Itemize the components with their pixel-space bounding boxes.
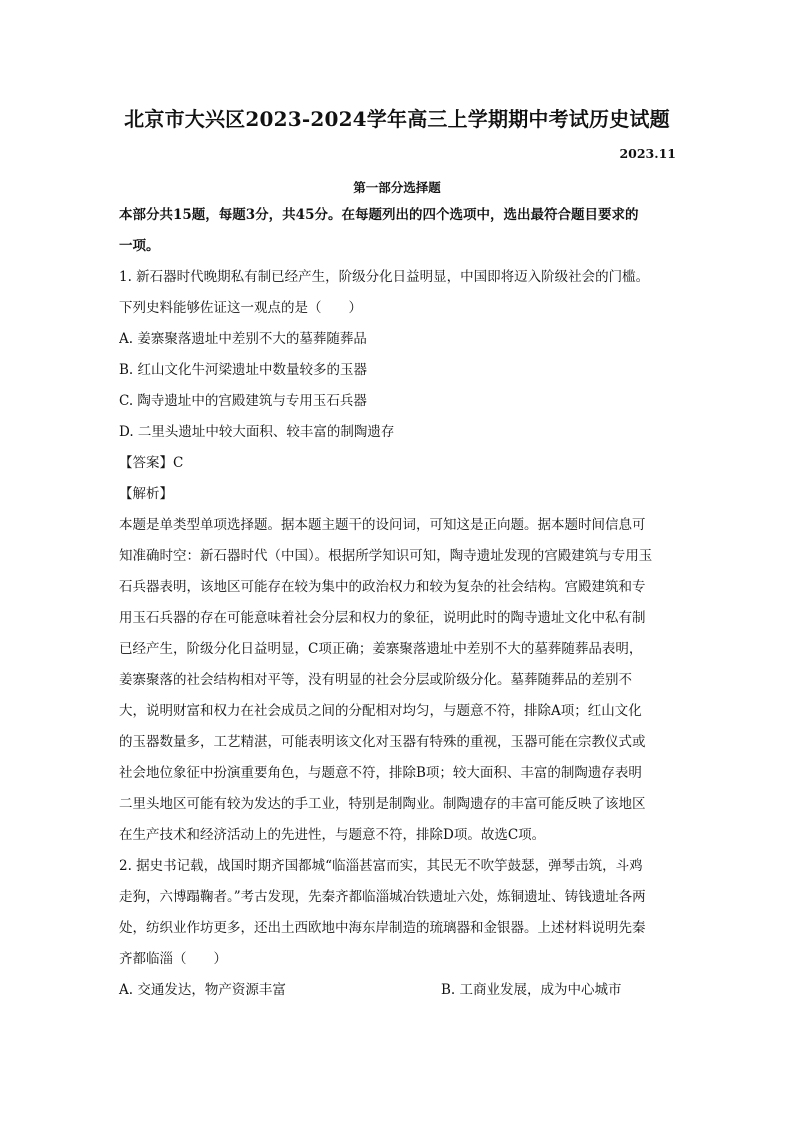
analysis-line: 知准确时空：新石器时代（中国）。根据所学知识可知，陶寺遗址发现的宫殿建筑与专用玉 bbox=[119, 548, 653, 564]
question-1-option-c: C. 陶寺遗址中的宫殿建筑与专用玉石兵器 bbox=[119, 393, 367, 409]
question-1-option-b: B. 红山文化牛河梁遗址中数量较多的玉器 bbox=[119, 362, 368, 378]
instructions-line: 一项。 bbox=[119, 238, 160, 254]
document-date: 2023.11 bbox=[619, 146, 676, 161]
analysis-line: 的玉器数量多，工艺精湛，可能表明该文化对玉器有特殊的重视，玉器可能在宗教仪式或 bbox=[119, 734, 646, 750]
analysis-line: 姜寨聚落的社会结构相对平等，没有明显的社会分层或阶级分化。墓葬随葬品的差别不 bbox=[119, 672, 632, 688]
question-1-option-d: D. 二里头遗址中较大面积、较丰富的制陶遗存 bbox=[119, 424, 395, 440]
section-title: 第一部分选择题 bbox=[353, 180, 441, 195]
analysis-line: 在生产技术和经济活动上的先进性，与题意不符，排除D项。故选C项。 bbox=[119, 827, 546, 843]
document-title: 北京市大兴区2023-2024学年高三上学期期中考试历史试题 bbox=[124, 107, 670, 131]
question-1-answer: 【答案】C bbox=[119, 455, 184, 471]
analysis-line: 大，说明财富和权力在社会成员之间的分配相对均匀，与题意不符，排除A项；红山文化 bbox=[119, 703, 642, 719]
document-body bbox=[119, 200, 677, 1006]
question-1-stem: 下列史料能够佐证这一观点的是（ ） bbox=[119, 300, 362, 316]
question-1-analysis-label: 【解析】 bbox=[119, 486, 173, 502]
instructions-line: 本部分共15题，每题3分，共45分。在每题列出的四个选项中，选出最符合题目要求的 bbox=[119, 207, 639, 223]
question-2-stem: 2. 据史书记载，战国时期齐国都城“临淄甚富而实，其民无不吹竽鼓瑟，弹琴击筑，斗鸡 bbox=[119, 858, 643, 874]
analysis-line: 社会地位象征中扮演重要角色，与题意不符，排除B项；较大面积、丰富的制陶遗存表明 bbox=[119, 765, 642, 781]
question-2-options-row bbox=[119, 975, 677, 1006]
question-2-stem: 处，纺织业作坊更多，还出土西欧地中海东岸制造的琉璃器和金银器。上述材料说明先秦 bbox=[119, 920, 646, 936]
analysis-line: 石兵器表明，该地区可能存在较为集中的政治权力和较为复杂的社会结构。宫殿建筑和专 bbox=[119, 579, 646, 595]
analysis-line: 用玉石兵器的存在可能意味着社会分层和权力的象征，说明此时的陶寺遗址文化中私有制 bbox=[119, 610, 646, 626]
question-1-option-a: A. 姜寨聚落遗址中差别不大的墓葬随葬品 bbox=[119, 331, 367, 347]
question-2-option-a: A. 交通发达，物产资源丰富 bbox=[119, 982, 286, 998]
analysis-line: 已经产生，阶级分化日益明显，C项正确；姜寨聚落遗址中差别不大的墓葬随葬品表明， bbox=[119, 641, 643, 657]
question-2-stem: 齐都临淄（ ） bbox=[119, 951, 227, 967]
analysis-line: 二里头地区可能有较为发达的手工业，特别是制陶业。制陶遗存的丰富可能反映了该地区 bbox=[119, 796, 646, 812]
analysis-line: 本题是单类型单项选择题。据本题主题干的设问词，可知这是正向题。据本题时间信息可 bbox=[119, 517, 646, 533]
question-1-stem: 1. 新石器时代晚期私有制已经产生，阶级分化日益明显，中国即将迈入阶级社会的门槛。 bbox=[119, 269, 650, 285]
question-2-stem: 走狗，六博蹋鞠者。”考古发现，先秦齐都临淄城冶铁遗址六处，炼铜遗址、铸钱遗址各两 bbox=[119, 889, 646, 905]
question-2-option-b: B. 工商业发展，成为中心城市 bbox=[441, 982, 622, 998]
